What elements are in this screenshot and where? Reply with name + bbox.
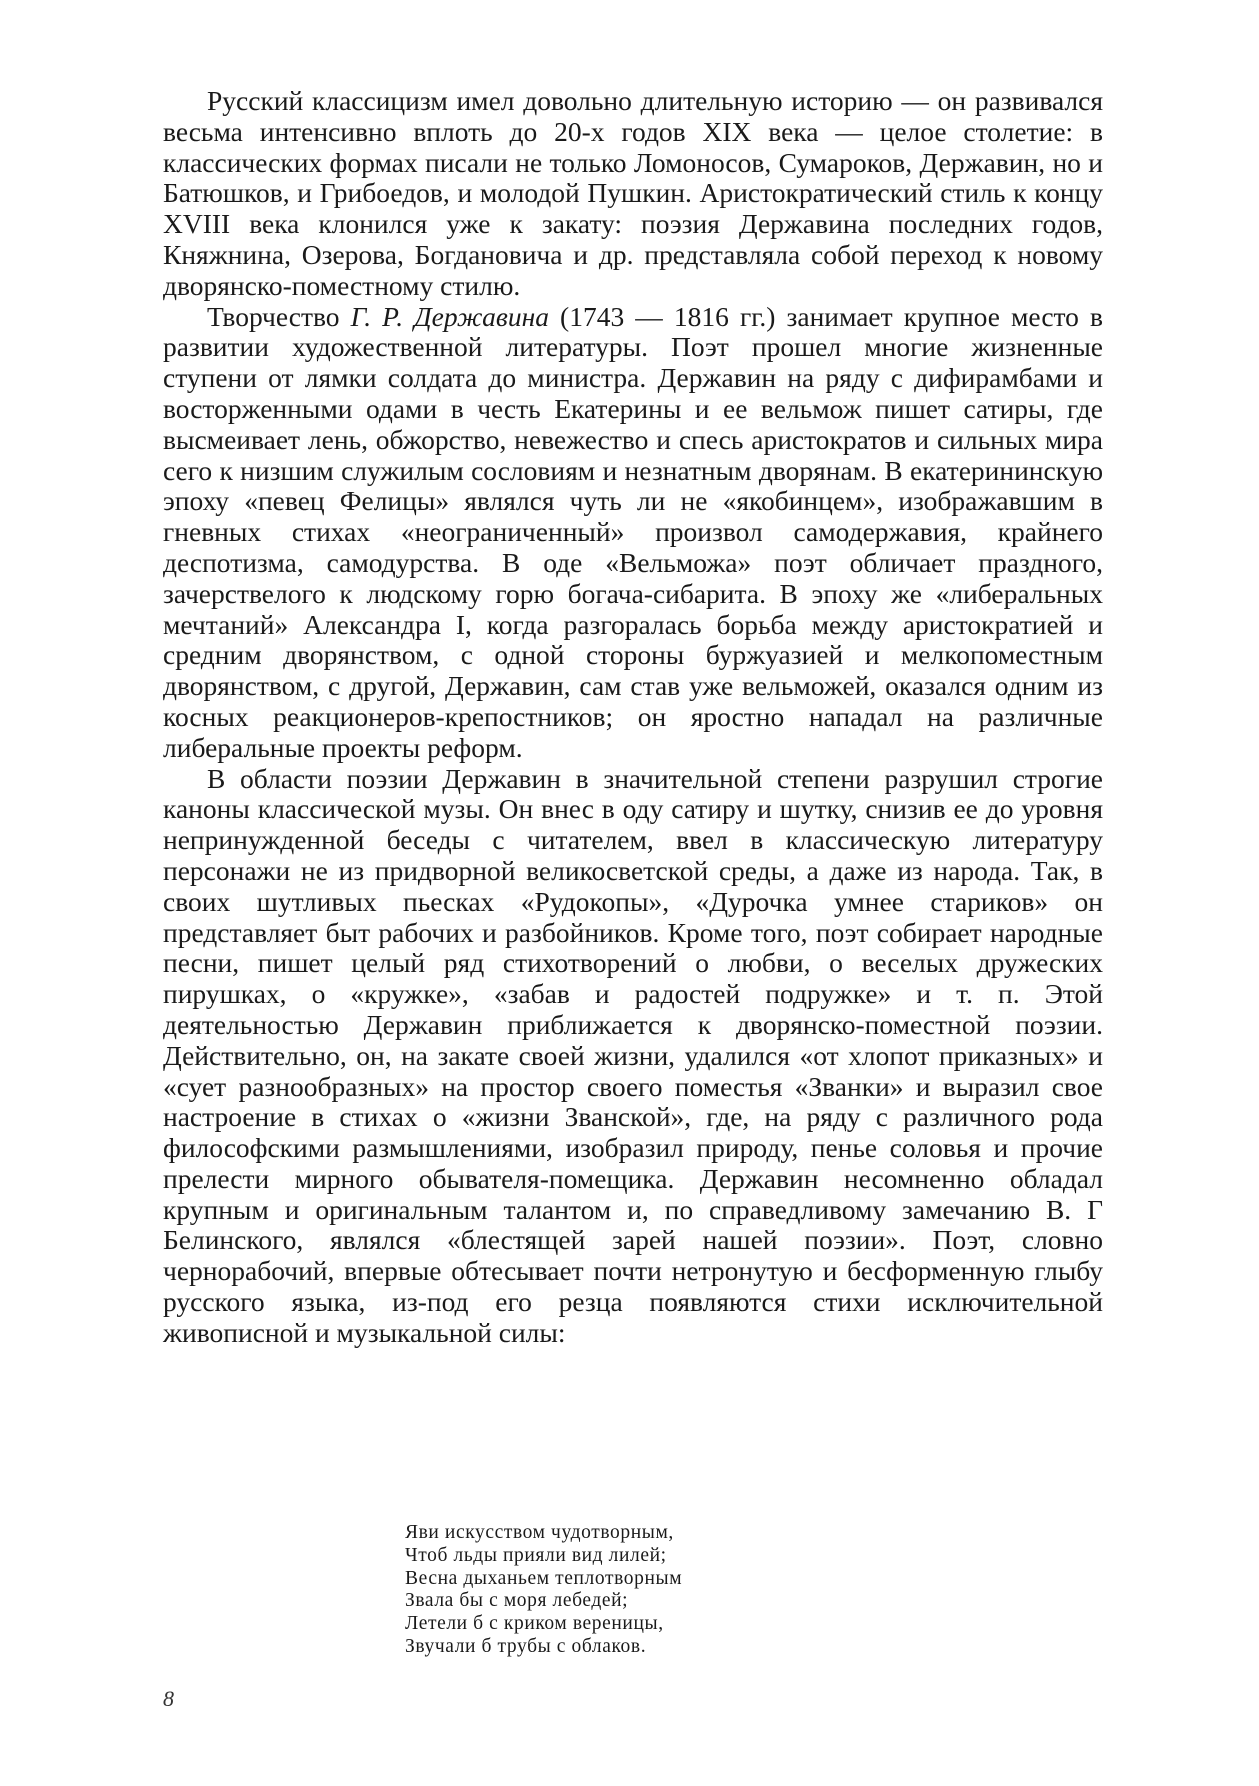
- paragraph-text: Творчество: [207, 300, 351, 332]
- poem-line: Звала бы с моря лебедей;: [405, 1590, 629, 1612]
- author-name-italic: Г. Р. Державина: [350, 300, 549, 332]
- poem-line: Летели б с криком вереницы,: [405, 1613, 664, 1635]
- page-number: 8: [163, 1686, 174, 1711]
- main-text: [163, 86, 1103, 1349]
- poem-quote: [405, 1522, 682, 1659]
- paragraph-derzhavin-biography: [163, 302, 1103, 764]
- poem-line: Яви искусством чудотворным,: [405, 1522, 674, 1543]
- paragraph-text: (1743 — 1816 гг.) занимает крупное место в развитии художественной литературы. Поэт прошел многие жизненные ступени от лямки солдата до министра. Державин на ряду с дифирамбами и восторженными одами в честь Екатерины и ее вельмож пишет сатиры, где высмеивает лень, обжорство, невежество и спесь аристократов и сильных мира сего к низшим служилым сословиям и незнатным дворянам. В екатерининскую эпоху «певец Фелицы» являлся чуть ли не «якобинцем», изображавшим в гневных стихах «неограниченный» произвол самодержавия, крайнего деспотизма, самодурства. В оде «Вельможа» поэт обличает праздного, зачерствелого к людскому горю богача-сибарита. В эпоху же «либеральных мечтаний» Александра I, когда разгоралась борьба между аристократией и средним дворянством, с одной стороны буржуазией и мелкопоместным дворянством, с другой, Державин, сам став уже вельможей, оказался одним из косных реакционеров-крепостников; он яростно нападал на различные либеральные проекты реформ.: [163, 300, 1103, 763]
- paragraph-text: Русский классицизм имел довольно длительную историю — он развивался весьма интенсивно вплоть до 20-х годов XIX века — целое столетие: в классических формах писали не только Ломоносов, Сумароков, Державин, но и Батюшков, и Грибоедов, и молодой Пушкин. Аристократический стиль к концу XVIII века клонился уже к закату: поэзия Державина последних годов, Княжнина, Озерова, Богдановича и др. представляла собой переход к новому дворянско-поместному стилю.: [163, 85, 1103, 301]
- poem-line: Звучали б трубы с облаков.: [405, 1635, 647, 1657]
- paragraph-derzhavin-poetry: [163, 764, 1103, 1349]
- paragraph-classicism: [163, 86, 1103, 302]
- paragraph-text: В области поэзии Державин в значительной степени разрушил строгие каноны классической музы. Он внес в оду сатиру и шутку, снизив ее до уровня непринужденной беседы с читателем, ввел в классическую литературу персонажи не из придворной великосветской среды, а даже из народа. Так, в своих шутливых пьесках «Рудокопы», «Дурочка умнее стариков» он представляет быт рабочих и разбойников. Кроме того, поэт собирает народные песни, пишет целый ряд стихотворений о любви, о веселых дружеских пирушках, о «кружке», «забав и радостей подружке» и т. п. Этой деятельностью Державин приближается к дворянско-поместной поэзии. Действительно, он, на закате своей жизни, удалился «от хлопот приказных» и «сует разнообразных» на простор своего поместья «Званки» и выразил свое настроение в стихах о «жизни Званской», где, на ряду с различного рода философскими размышлениями, изобразил природу, пенье соловья и прочие прелести мирного обывателя-помещика. Державин несомненно обладал крупным и оригинальным талантом и, по справедливому замечанию В. Г Белинского, являлся «блестящей зарей нашей поэзии». Поэт, словно чернорабочий, впервые обтесывает почти нетронутую и бесформенную глыбу русского языка, из-под его резца появляются стихи исключительной живописной и музыкальной силы:: [163, 762, 1103, 1348]
- poem-line: Весна дыханьем теплотворным: [405, 1567, 683, 1589]
- poem-line: Чтоб льды прияли вид лилей;: [405, 1544, 667, 1566]
